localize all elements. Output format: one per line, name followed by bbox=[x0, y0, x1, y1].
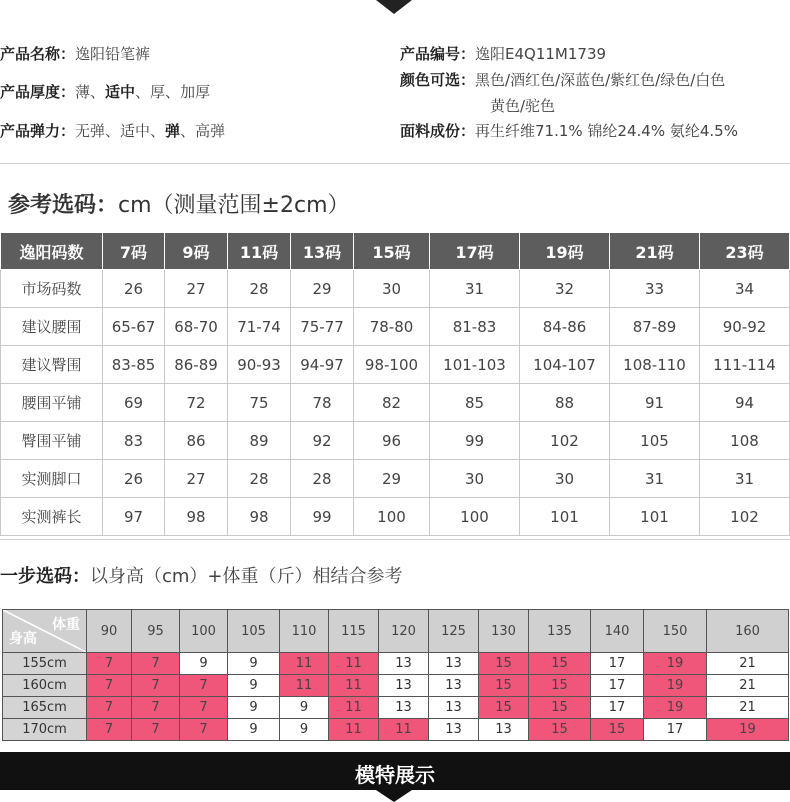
size-header-cell: 23码 bbox=[700, 233, 790, 270]
size-cell: 13 bbox=[429, 719, 479, 741]
table-cell: 104-107 bbox=[520, 346, 610, 384]
table-cell: 29 bbox=[354, 460, 430, 498]
table-cell: 97 bbox=[103, 498, 165, 536]
table-cell: 83 bbox=[103, 422, 165, 460]
size-cell: 7 bbox=[87, 653, 132, 675]
table-cell: 102 bbox=[700, 498, 790, 536]
size-cell: 15 bbox=[479, 653, 529, 675]
size-cell: 21 bbox=[707, 697, 789, 719]
weight-header-row bbox=[3, 610, 789, 653]
table-cell: 100 bbox=[430, 498, 520, 536]
size-cell: 7 bbox=[180, 719, 228, 741]
table-cell: 30 bbox=[430, 460, 520, 498]
product-name-value: 逸阳铅笔裤 bbox=[75, 45, 151, 63]
table-row bbox=[1, 346, 790, 384]
product-name-label: 产品名称： bbox=[0, 45, 76, 63]
size-cell: 7 bbox=[132, 675, 180, 697]
table-cell: 28 bbox=[291, 460, 354, 498]
size-cell: 17 bbox=[644, 719, 707, 741]
elastic-row bbox=[0, 120, 225, 141]
table-cell: 92 bbox=[291, 422, 354, 460]
bottom-arrow-icon bbox=[376, 790, 412, 802]
weight-header-cell: 125 bbox=[429, 610, 479, 653]
model-banner bbox=[0, 752, 790, 790]
table-row bbox=[3, 719, 789, 741]
table-cell: 28 bbox=[228, 270, 291, 308]
size-header-cell: 21码 bbox=[610, 233, 700, 270]
table-cell: 28 bbox=[228, 460, 291, 498]
thickness-row bbox=[0, 81, 210, 102]
table-row bbox=[1, 270, 790, 308]
size-header-cell: 11码 bbox=[228, 233, 291, 270]
size-table bbox=[0, 232, 790, 536]
table-cell: 30 bbox=[520, 460, 610, 498]
weight-header-cell: 110 bbox=[280, 610, 329, 653]
table-cell: 27 bbox=[165, 270, 228, 308]
size-cell: 15 bbox=[529, 719, 591, 741]
size-cell: 13 bbox=[429, 675, 479, 697]
size-cell: 19 bbox=[707, 719, 789, 741]
table-cell: 99 bbox=[430, 422, 520, 460]
table-cell: 94 bbox=[700, 384, 790, 422]
size-cell: 13 bbox=[479, 719, 529, 741]
weight-header-cell: 140 bbox=[591, 610, 644, 653]
weight-header-cell: 100 bbox=[180, 610, 228, 653]
size-header-cell: 7码 bbox=[103, 233, 165, 270]
table-cell: 72 bbox=[165, 384, 228, 422]
table-cell: 78 bbox=[291, 384, 354, 422]
size-cell: 9 bbox=[280, 697, 329, 719]
table-cell: 86-89 bbox=[165, 346, 228, 384]
table-cell: 111-114 bbox=[700, 346, 790, 384]
table-cell: 98 bbox=[228, 498, 291, 536]
table-cell: 88 bbox=[520, 384, 610, 422]
table-cell: 89 bbox=[228, 422, 291, 460]
table-cell: 100 bbox=[354, 498, 430, 536]
color-row-2 bbox=[490, 95, 555, 116]
table-row bbox=[1, 460, 790, 498]
table-cell: 98-100 bbox=[354, 346, 430, 384]
table-cell: 33 bbox=[610, 270, 700, 308]
size-cell: 11 bbox=[329, 697, 379, 719]
size-cell: 9 bbox=[180, 653, 228, 675]
size-cell: 9 bbox=[280, 719, 329, 741]
table-cell: 82 bbox=[354, 384, 430, 422]
table-cell: 29 bbox=[291, 270, 354, 308]
size-cell: 15 bbox=[479, 697, 529, 719]
table-cell: 99 bbox=[291, 498, 354, 536]
size-header-cell: 17码 bbox=[430, 233, 520, 270]
size-cell: 21 bbox=[707, 653, 789, 675]
elastic-option-selected: 弹 bbox=[165, 122, 181, 140]
divider bbox=[0, 539, 790, 540]
table-cell: 65-67 bbox=[103, 308, 165, 346]
weight-header-cell: 160 bbox=[707, 610, 789, 653]
corner-cell bbox=[3, 610, 87, 653]
table-cell: 68-70 bbox=[165, 308, 228, 346]
elastic-option: 适中、 bbox=[120, 122, 166, 140]
size-header-cell: 19码 bbox=[520, 233, 610, 270]
size-cell: 17 bbox=[591, 675, 644, 697]
size-cell: 13 bbox=[429, 653, 479, 675]
size-cell: 19 bbox=[644, 697, 707, 719]
elastic-option: 无弹、 bbox=[75, 122, 121, 140]
table-cell: 101-103 bbox=[430, 346, 520, 384]
table-cell: 85 bbox=[430, 384, 520, 422]
weight-header-cell: 105 bbox=[228, 610, 280, 653]
table-cell: 27 bbox=[165, 460, 228, 498]
elastic-label: 产品弹力： bbox=[0, 122, 76, 140]
table-cell: 101 bbox=[610, 498, 700, 536]
size-cell: 9 bbox=[228, 719, 280, 741]
thickness-label: 产品厚度： bbox=[0, 83, 76, 101]
fabric-value: 再生纤维71.1% 锦纶24.4% 氨纶4.5% bbox=[475, 122, 738, 140]
table-cell: 90-92 bbox=[700, 308, 790, 346]
product-code-value: 逸阳E4Q11M1739 bbox=[475, 45, 607, 63]
table-cell: 96 bbox=[354, 422, 430, 460]
height-label: 160cm bbox=[3, 675, 87, 697]
table-cell: 75-77 bbox=[291, 308, 354, 346]
size-cell: 19 bbox=[644, 675, 707, 697]
step-title-rest: 以身高（cm）+体重（斤）相结合参考 bbox=[90, 566, 403, 587]
size-cell: 13 bbox=[379, 697, 429, 719]
size-header-label: 逸阳码数 bbox=[1, 233, 103, 270]
table-row bbox=[1, 498, 790, 536]
corner-height-label: 身高 bbox=[9, 631, 37, 647]
size-cell: 7 bbox=[180, 697, 228, 719]
size-cell: 17 bbox=[591, 697, 644, 719]
row-label: 实测脚口 bbox=[1, 460, 103, 498]
table-cell: 78-80 bbox=[354, 308, 430, 346]
size-cell: 11 bbox=[379, 719, 429, 741]
table-cell: 84-86 bbox=[520, 308, 610, 346]
corner-weight-label: 体重 bbox=[52, 617, 80, 633]
table-cell: 31 bbox=[430, 270, 520, 308]
size-cell: 7 bbox=[132, 719, 180, 741]
height-label: 155cm bbox=[3, 653, 87, 675]
size-cell: 9 bbox=[228, 697, 280, 719]
table-row bbox=[1, 422, 790, 460]
size-cell: 7 bbox=[87, 675, 132, 697]
table-row bbox=[1, 384, 790, 422]
size-header-cell: 15码 bbox=[354, 233, 430, 270]
weight-header-cell: 135 bbox=[529, 610, 591, 653]
table-cell: 81-83 bbox=[430, 308, 520, 346]
size-cell: 13 bbox=[379, 675, 429, 697]
size-header-cell: 13码 bbox=[291, 233, 354, 270]
size-cell: 11 bbox=[329, 653, 379, 675]
row-label: 臀围平铺 bbox=[1, 422, 103, 460]
size-cell: 9 bbox=[228, 653, 280, 675]
size-title-rest: cm（测量范围±2cm） bbox=[118, 193, 350, 218]
weight-header-cell: 120 bbox=[379, 610, 429, 653]
size-cell: 15 bbox=[529, 697, 591, 719]
step-title-bold: 一步选码： bbox=[0, 566, 90, 587]
product-code-label: 产品编号： bbox=[400, 45, 476, 63]
size-cell: 15 bbox=[591, 719, 644, 741]
table-cell: 34 bbox=[700, 270, 790, 308]
product-info bbox=[0, 40, 790, 150]
size-cell: 11 bbox=[329, 719, 379, 741]
row-label: 腰围平铺 bbox=[1, 384, 103, 422]
elastic-option: 、高弹 bbox=[180, 122, 226, 140]
table-cell: 26 bbox=[103, 460, 165, 498]
table-cell: 31 bbox=[610, 460, 700, 498]
fabric-label: 面料成份： bbox=[400, 122, 476, 140]
color-line2: 黄色/驼色 bbox=[490, 97, 556, 115]
weight-header-cell: 90 bbox=[87, 610, 132, 653]
size-title-bold: 参考选码： bbox=[8, 193, 119, 218]
size-cell: 7 bbox=[132, 653, 180, 675]
table-cell: 69 bbox=[103, 384, 165, 422]
size-cell: 7 bbox=[132, 697, 180, 719]
table-cell: 71-74 bbox=[228, 308, 291, 346]
size-cell: 7 bbox=[180, 675, 228, 697]
table-cell: 101 bbox=[520, 498, 610, 536]
row-label: 市场码数 bbox=[1, 270, 103, 308]
size-cell: 9 bbox=[228, 675, 280, 697]
top-arrow-icon bbox=[376, 0, 412, 14]
table-cell: 94-97 bbox=[291, 346, 354, 384]
table-cell: 87-89 bbox=[610, 308, 700, 346]
divider bbox=[0, 163, 790, 164]
size-cell: 11 bbox=[280, 653, 329, 675]
size-cell: 13 bbox=[379, 653, 429, 675]
size-cell: 19 bbox=[644, 653, 707, 675]
table-cell: 75 bbox=[228, 384, 291, 422]
row-label: 建议腰围 bbox=[1, 308, 103, 346]
size-cell: 7 bbox=[87, 697, 132, 719]
table-cell: 86 bbox=[165, 422, 228, 460]
thickness-option: 加厚 bbox=[180, 83, 211, 101]
weight-header-cell: 95 bbox=[132, 610, 180, 653]
table-cell: 83-85 bbox=[103, 346, 165, 384]
size-header-cell: 9码 bbox=[165, 233, 228, 270]
color-row bbox=[400, 69, 725, 90]
row-label: 建议臀围 bbox=[1, 346, 103, 384]
weight-header-cell: 130 bbox=[479, 610, 529, 653]
table-row bbox=[3, 697, 789, 719]
size-cell: 11 bbox=[329, 675, 379, 697]
table-row bbox=[3, 675, 789, 697]
recommendation-table bbox=[2, 609, 789, 741]
size-section-title bbox=[8, 188, 350, 219]
table-cell: 31 bbox=[700, 460, 790, 498]
color-line1: 黑色/酒红色/深蓝色/紫红色/绿色/白色 bbox=[475, 71, 726, 89]
row-label: 实测裤长 bbox=[1, 498, 103, 536]
table-cell: 102 bbox=[520, 422, 610, 460]
table-cell: 90-93 bbox=[228, 346, 291, 384]
table-cell: 98 bbox=[165, 498, 228, 536]
table-row bbox=[1, 308, 790, 346]
table-cell: 91 bbox=[610, 384, 700, 422]
thickness-option: 薄、 bbox=[75, 83, 106, 101]
size-cell: 13 bbox=[429, 697, 479, 719]
table-row bbox=[3, 653, 789, 675]
weight-header-cell: 115 bbox=[329, 610, 379, 653]
thickness-option: 、厚、 bbox=[135, 83, 181, 101]
weight-header-cell: 150 bbox=[644, 610, 707, 653]
height-label: 165cm bbox=[3, 697, 87, 719]
thickness-option-selected: 适中 bbox=[105, 83, 136, 101]
size-cell: 17 bbox=[591, 653, 644, 675]
table-cell: 108-110 bbox=[610, 346, 700, 384]
table-cell: 108 bbox=[700, 422, 790, 460]
size-cell: 7 bbox=[87, 719, 132, 741]
fabric-row bbox=[400, 120, 738, 141]
size-cell: 15 bbox=[479, 675, 529, 697]
size-cell: 21 bbox=[707, 675, 789, 697]
step-section-title bbox=[0, 562, 403, 588]
table-cell: 32 bbox=[520, 270, 610, 308]
table-cell: 26 bbox=[103, 270, 165, 308]
size-cell: 15 bbox=[529, 675, 591, 697]
banner-label: 模特展示 bbox=[355, 763, 435, 787]
product-code-row bbox=[400, 43, 606, 64]
color-label: 颜色可选： bbox=[400, 71, 476, 89]
table-cell: 105 bbox=[610, 422, 700, 460]
product-name-row bbox=[0, 43, 150, 64]
height-label: 170cm bbox=[3, 719, 87, 741]
size-cell: 11 bbox=[280, 675, 329, 697]
size-cell: 15 bbox=[529, 653, 591, 675]
table-cell: 30 bbox=[354, 270, 430, 308]
